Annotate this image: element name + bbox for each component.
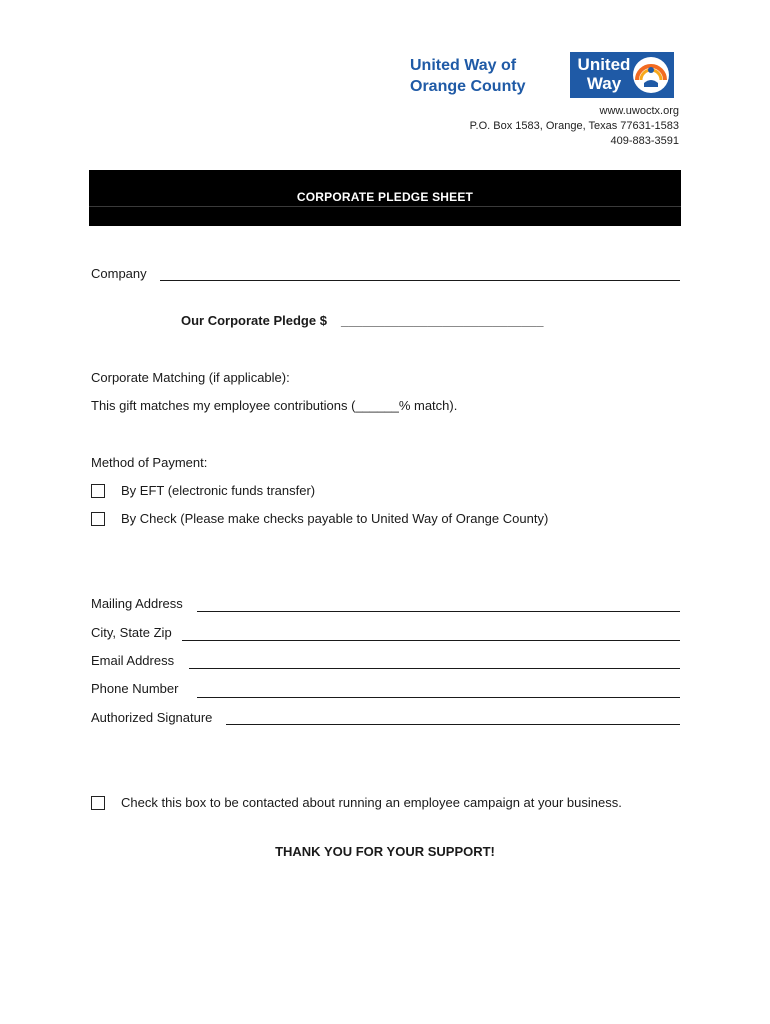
city-state-zip-field[interactable]: [182, 640, 680, 641]
email-address-label: Email Address: [91, 653, 175, 668]
org-name-line1: United Way of: [410, 57, 517, 74]
logo-word-united: United: [577, 55, 631, 74]
org-name: [410, 55, 570, 97]
campaign-contact-checkbox[interactable]: [91, 796, 105, 810]
page-title: CORPORATE PLEDGE SHEET: [296, 190, 474, 204]
title-banner: [89, 170, 681, 226]
matching-heading: Corporate Matching (if applicable):: [91, 370, 290, 385]
united-way-hand-rainbow-icon: [632, 56, 670, 94]
company-label: Company: [91, 266, 147, 281]
city-state-zip-label: City, State Zip: [91, 625, 172, 640]
website-link[interactable]: www.uwoctx.org: [599, 105, 679, 117]
org-name-line2: Orange County: [410, 78, 526, 95]
email-address-field[interactable]: [189, 668, 680, 669]
phone-info: 409-883-3591: [610, 135, 679, 147]
check-checkbox[interactable]: [91, 512, 105, 526]
eft-option-label: By EFT (electronic funds transfer): [121, 483, 316, 498]
campaign-contact-label: Check this box to be contacted about running an employee campaign at your business.: [121, 795, 622, 810]
banner-divider: [89, 206, 681, 207]
eft-checkbox[interactable]: [91, 484, 105, 498]
thank-you-message: THANK YOU FOR YOUR SUPPORT!: [275, 844, 495, 859]
phone-number-label: Phone Number: [91, 681, 179, 696]
authorized-signature-label: Authorized Signature: [91, 710, 213, 725]
contact-info: [470, 104, 679, 149]
payment-heading: Method of Payment:: [91, 455, 208, 470]
united-way-logo: [570, 52, 674, 98]
pledge-label: Our Corporate Pledge $: [181, 313, 327, 328]
mailing-address-info: P.O. Box 1583, Orange, Texas 77631-1583: [469, 120, 679, 132]
authorized-signature-field[interactable]: [226, 724, 680, 725]
company-field[interactable]: [160, 280, 680, 281]
check-option-label: By Check (Please make checks payable to United Way of Orange County): [121, 511, 549, 526]
matching-text[interactable]: This gift matches my employee contributions (______% match).: [91, 398, 458, 413]
mailing-address-field[interactable]: [197, 611, 680, 612]
mailing-address-label: Mailing Address: [91, 596, 183, 611]
phone-number-field[interactable]: [197, 697, 680, 698]
pledge-amount-field[interactable]: ____________________________: [341, 313, 544, 328]
logo-word-way: Way: [586, 74, 622, 93]
